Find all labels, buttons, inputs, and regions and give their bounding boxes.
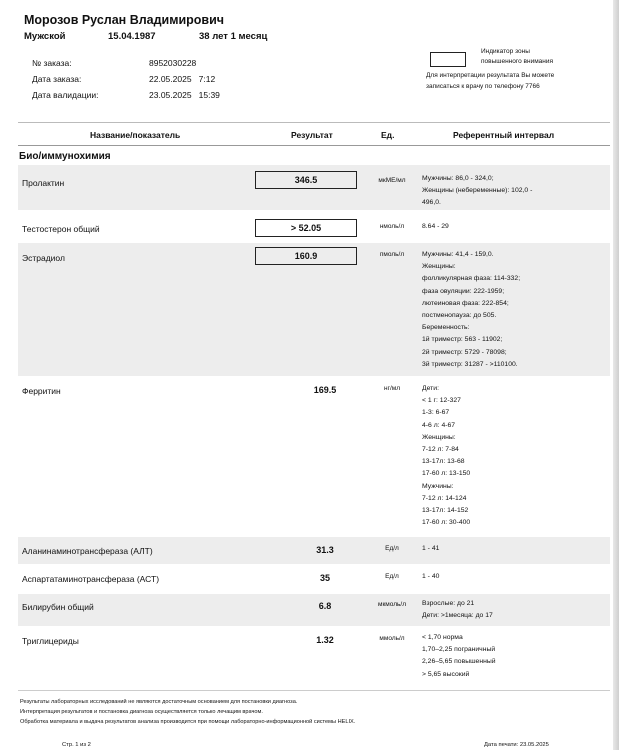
header-divider bbox=[18, 122, 610, 123]
test-name: Триглицериды bbox=[22, 636, 79, 646]
test-reference: 1 - 41 bbox=[422, 545, 440, 552]
test-name: Ферритин bbox=[22, 386, 61, 396]
footer-disclaimer-1: Результаты лабораторных исследований не являются достаточным основанием для постановки диагноза. bbox=[20, 699, 298, 705]
validation-date: 23.05.2025 15:39 bbox=[149, 90, 220, 100]
section-title: Био/иммунохимия bbox=[19, 151, 111, 162]
test-unit: мкМЕ/мл bbox=[378, 177, 406, 184]
table-row bbox=[18, 537, 610, 564]
patient-dob: 15.04.1987 bbox=[108, 31, 156, 42]
test-unit: нмоль/л bbox=[379, 223, 405, 230]
test-reference: Мужчины: 86,0 - 324,0; Женщины (небеременные): 102,0 - 496,0. bbox=[422, 175, 533, 207]
test-reference: Мужчины: 41,4 - 159,0. Женщины: фолликулярная фаза: 114-332; фаза овуляции: 222-1959; лютеиновая фаза: 222-854; постменопауза: до 505. Беременность: 1й триместр: 563 - 11902; 2й триместр: 5729 - 78098; 3й триместр: 31287 - >110100. bbox=[422, 251, 521, 368]
test-value: > 52.05 bbox=[255, 219, 357, 237]
test-value: 6.8 bbox=[318, 601, 332, 611]
test-name: Аспартатаминотрансфераза (АСТ) bbox=[22, 574, 160, 584]
test-reference: 8.64 - 29 bbox=[422, 223, 449, 230]
test-name: Билирубин общий bbox=[22, 602, 94, 612]
test-unit: Ед/л bbox=[385, 545, 399, 552]
table-row bbox=[18, 165, 610, 210]
patient-name: Морозов Руслан Владимирович bbox=[24, 13, 225, 27]
indicator-line1: Индикатор зоны bbox=[481, 48, 530, 55]
footer-disclaimer-3: Обработка материала и выдача результатов анализа производится при помощи лабораторно-информационной системы HELIX. bbox=[20, 719, 356, 725]
test-unit: Ед/л bbox=[385, 573, 399, 580]
col-header-name: Название/показатель bbox=[90, 130, 181, 140]
test-name: Тестостерон общий bbox=[22, 224, 100, 234]
test-value: 346.5 bbox=[255, 171, 357, 189]
test-name: Эстрадиол bbox=[22, 253, 65, 263]
order-number-label: № заказа: bbox=[32, 58, 72, 68]
table-row bbox=[18, 378, 610, 535]
test-unit: мкмоль/л bbox=[377, 601, 407, 608]
test-reference: 1 - 40 bbox=[422, 573, 440, 580]
test-value: 1.32 bbox=[316, 635, 334, 645]
page-edge-shadow bbox=[613, 0, 619, 750]
test-value: 160.9 bbox=[255, 247, 357, 265]
order-number: 8952030228 bbox=[149, 58, 197, 68]
patient-sex: Мужской bbox=[24, 31, 66, 42]
table-row bbox=[18, 566, 610, 593]
indicator-line2: повышенного внимания bbox=[481, 58, 554, 65]
table-row bbox=[18, 243, 610, 376]
test-name: Аланинаминотрансфераза (АЛТ) bbox=[22, 546, 153, 556]
test-reference: Взрослые: до 21 Дети: >1месяца: до 17 bbox=[422, 600, 493, 620]
test-reference: Дети: < 1 г: 12-327 1-3: 6-67 4-6 л: 4-67 Женщины: 7-12 л: 7-84 13-17л: 13-68 17-60 л: 13-150 Мужчины: 7-12 л: 14-124 13-17л: 14-152 17-60 л: 30-400 bbox=[422, 385, 471, 527]
table-row bbox=[18, 214, 610, 242]
attention-indicator-box bbox=[430, 52, 466, 67]
test-reference: < 1,70 норма 1,70–2,25 пограничный 2,26–5,65 повышенный > 5,65 высокий bbox=[422, 634, 496, 678]
test-name: Пролактин bbox=[22, 178, 65, 188]
indicator-note2: записаться к врачу по телефону 7766 bbox=[426, 83, 540, 90]
order-date-label: Дата заказа: bbox=[32, 74, 82, 84]
patient-age: 38 лет 1 месяц bbox=[199, 31, 268, 42]
page-number: Стр. 1 из 2 bbox=[62, 742, 91, 748]
test-value: 31.3 bbox=[316, 545, 334, 555]
test-value: 169.5 bbox=[313, 385, 337, 395]
test-unit: пмоль/л bbox=[379, 251, 405, 258]
table-header-divider bbox=[18, 145, 610, 146]
test-unit: нг/мл bbox=[383, 385, 401, 392]
table-row bbox=[18, 594, 610, 626]
col-header-ref: Референтный интервал bbox=[453, 130, 555, 140]
indicator-note1: Для интерпретации результата Вы можете bbox=[426, 72, 555, 79]
footer-disclaimer-2: Интерпретация результатов и постановка диагноза осуществляется только лечащим врачом. bbox=[20, 709, 263, 715]
test-unit: ммоль/л bbox=[379, 635, 405, 642]
order-date: 22.05.2025 7:12 bbox=[149, 74, 216, 84]
col-header-unit: Ед. bbox=[381, 130, 395, 140]
validation-date-label: Дата валидации: bbox=[32, 90, 99, 100]
test-value: 35 bbox=[319, 573, 330, 583]
col-header-result: Результат bbox=[291, 130, 333, 140]
footer-divider bbox=[18, 690, 610, 691]
table-row bbox=[18, 628, 610, 686]
print-date: Дата печати: 23.05.2025 bbox=[484, 742, 549, 748]
